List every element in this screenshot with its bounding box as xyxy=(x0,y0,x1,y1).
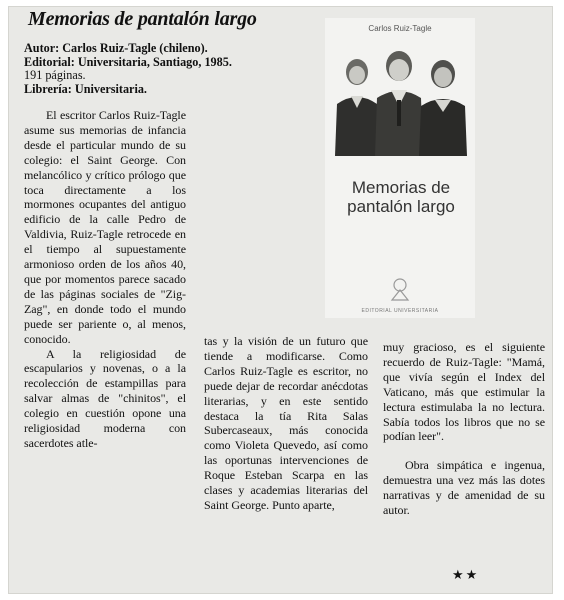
publisher-logo-icon xyxy=(383,276,417,302)
cover-author: Carlos Ruiz-Tagle xyxy=(368,24,432,33)
body-column-3 xyxy=(383,340,545,518)
body-column-1 xyxy=(24,108,186,451)
rating-stars: ★★ xyxy=(452,567,480,582)
cover-title xyxy=(311,178,491,216)
publisher-line: Editorial: Universitaria, Santiago, 1985. xyxy=(24,54,232,69)
body-column-2 xyxy=(204,334,368,513)
cover-title-line: pantalón largo xyxy=(347,197,455,216)
paragraph: A la religiosidad de escapularios y novenas, o a la recolección de estampillas para salvar almas de "chinitos", el colegio en cuestión opone una religiosidad moderna con sacerdotes atle- xyxy=(24,346,186,450)
cover-title-line: Memorias de xyxy=(351,178,451,197)
book-cover xyxy=(325,18,475,318)
paragraph: muy gracioso, es el siguiente recuerdo de Ruiz-Tagle: "Mamá, que vivía según el Index del Vaticano, más que estimular la lectura estimulaba la no lectura. Sabía todos los libros que no se podían leer". xyxy=(383,340,545,444)
paragraph: El escritor Carlos Ruiz-Tagle asume sus memorias de infancia desde el particular mundo de su colegio: el Saint George. Con melancólico y crítico prólogo que toca directamente a los mormones ocupantes del antiguo edificio de la calle Pedro de Valdivia, Ruiz-Tagle retrocede en el tiempo al supuestamente armonioso orden de los años 40, que por momentos parece sacado de las páginas sociales de "Zig-Zag", en donde todo el mundo puede ser pariente o, al menos, conocido. xyxy=(24,108,186,346)
pages-line: 191 páginas. xyxy=(24,68,86,83)
paragraph: tas y la visión de un futuro que tiende a modificarse. Como Carlos Ruiz-Tagle es escritor, no puede dejar de recordar anécdotas literarias, y en este sentido destaca la tía Rita Salas Subercaseaux, más conocida como Violeta Quevedo, así como las oportunas intervenciones de Roque Esteban Scarpa en las clases y academias literarias del Saint George. Punto aparte, xyxy=(204,334,368,512)
bookstore-line: Librería: Universitaria. xyxy=(24,81,147,96)
cover-photo-three-boys xyxy=(327,44,473,156)
author-line: Autor: Carlos Ruiz-Tagle (chileno). xyxy=(24,41,208,55)
book-metadata xyxy=(24,42,304,96)
paragraph: Obra simpática e ingenua, demuestra una vez más las dotes narrativas y de amenidad de su autor. xyxy=(383,458,545,518)
cover-publisher: EDITORIAL UNIVERSITARIA xyxy=(361,308,439,314)
article-title: Memorias de pantalón largo xyxy=(28,8,257,30)
